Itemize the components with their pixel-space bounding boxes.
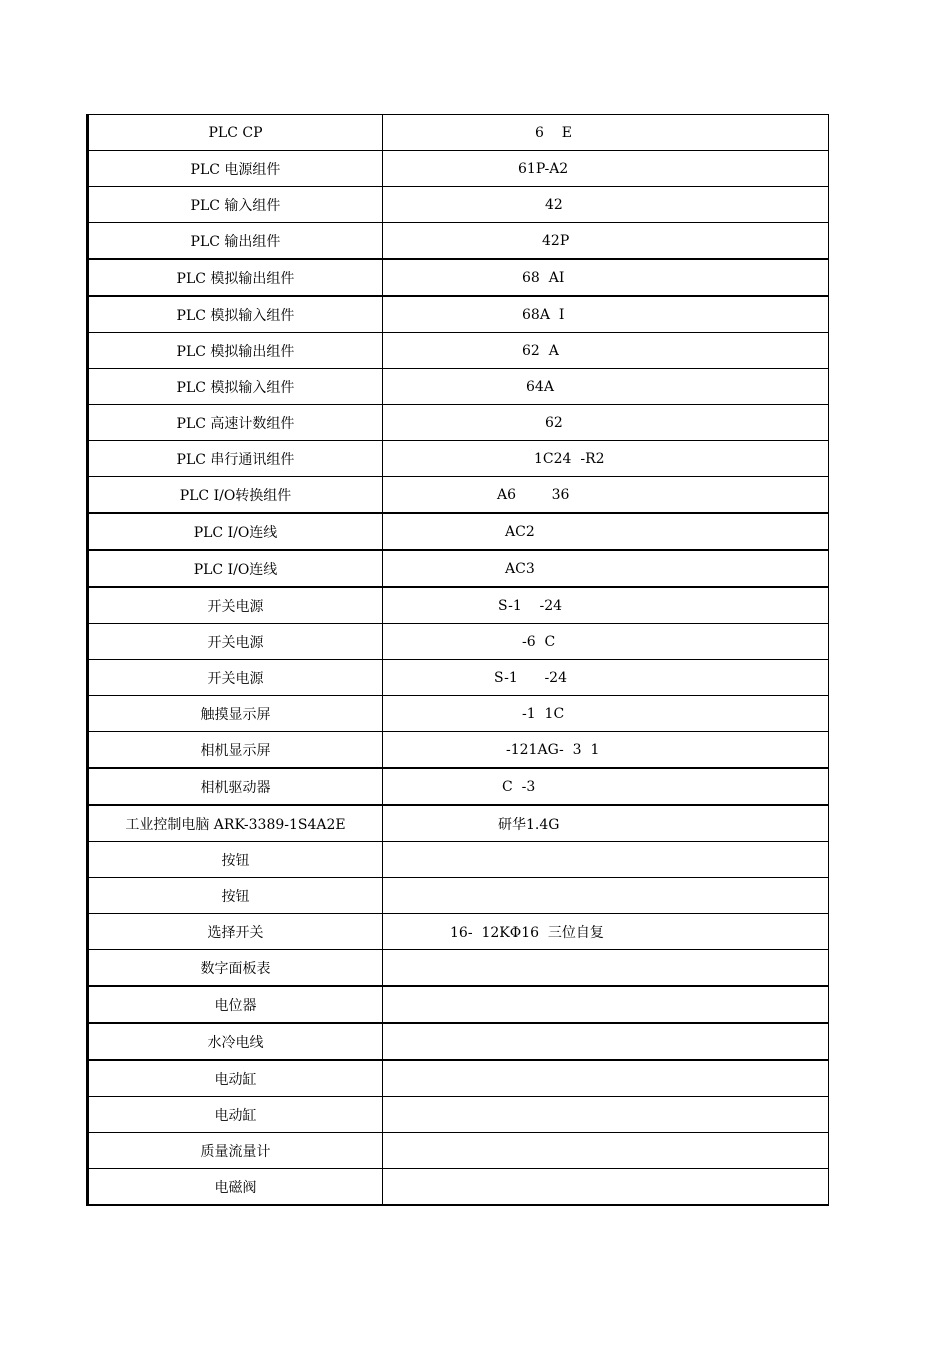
component-model-cell[interactable]: [383, 1097, 829, 1133]
component-name-cell[interactable]: 按钮: [88, 842, 383, 878]
table-row: [88, 115, 829, 151]
table-row: [88, 768, 829, 805]
component-table-body: [88, 115, 829, 1206]
table-row: [88, 477, 829, 514]
component-model-cell[interactable]: 16- 12KΦ16 三位自复: [383, 914, 829, 950]
component-name-cell[interactable]: 触摸显示屏: [88, 696, 383, 732]
component-model-cell[interactable]: 64A: [383, 369, 829, 405]
component-model-cell[interactable]: -121AG- 3 1: [383, 732, 829, 769]
table-row: [88, 624, 829, 660]
component-model-cell[interactable]: [383, 1169, 829, 1206]
table-row: [88, 696, 829, 732]
table-row: [88, 259, 829, 296]
component-name-cell[interactable]: PLC 模拟输出组件: [88, 259, 383, 296]
table-row: [88, 550, 829, 587]
component-model-cell[interactable]: 研华1.4G: [383, 805, 829, 842]
component-name-cell[interactable]: 按钮: [88, 878, 383, 914]
component-name-cell[interactable]: 开关电源: [88, 624, 383, 660]
component-name-cell[interactable]: 数字面板表: [88, 950, 383, 987]
table-row: [88, 986, 829, 1023]
component-model-cell[interactable]: 42: [383, 187, 829, 223]
component-model-cell[interactable]: C -3: [383, 768, 829, 805]
table-row: [88, 950, 829, 987]
component-name-cell[interactable]: 相机驱动器: [88, 768, 383, 805]
component-model-cell[interactable]: [383, 1023, 829, 1060]
component-model-cell[interactable]: [383, 878, 829, 914]
component-name-cell[interactable]: 开关电源: [88, 660, 383, 696]
component-model-cell[interactable]: [383, 842, 829, 878]
component-model-cell[interactable]: AC3: [383, 550, 829, 587]
component-model-cell[interactable]: S-1 -24: [383, 587, 829, 624]
component-name-cell[interactable]: PLC 输入组件: [88, 187, 383, 223]
component-name-cell[interactable]: PLC 电源组件: [88, 151, 383, 187]
table-row: [88, 1097, 829, 1133]
table-row: [88, 151, 829, 187]
table-row: [88, 805, 829, 842]
component-name-cell[interactable]: 电动缸: [88, 1060, 383, 1097]
component-model-cell[interactable]: [383, 1133, 829, 1169]
component-model-cell[interactable]: 68A I: [383, 296, 829, 333]
component-name-cell[interactable]: 质量流量计: [88, 1133, 383, 1169]
component-model-cell[interactable]: 42P: [383, 223, 829, 260]
component-model-cell[interactable]: 6 E: [383, 115, 829, 151]
component-model-cell[interactable]: [383, 1060, 829, 1097]
component-model-cell[interactable]: 68 AI: [383, 259, 829, 296]
component-name-cell[interactable]: PLC I/O连线: [88, 550, 383, 587]
table-row: [88, 914, 829, 950]
table-row: [88, 333, 829, 369]
component-model-cell[interactable]: 62 A: [383, 333, 829, 369]
component-name-cell[interactable]: 工业控制电脑 ARK-3389-1S4A2E: [88, 805, 383, 842]
table-row: [88, 187, 829, 223]
component-name-cell[interactable]: 相机显示屏: [88, 732, 383, 769]
component-name-cell[interactable]: PLC 串行通讯组件: [88, 441, 383, 477]
component-table: [86, 114, 829, 1206]
component-name-cell[interactable]: 电位器: [88, 986, 383, 1023]
table-row: [88, 1060, 829, 1097]
table-row: [88, 1023, 829, 1060]
component-name-cell[interactable]: 水冷电线: [88, 1023, 383, 1060]
component-model-cell[interactable]: 61P-A2: [383, 151, 829, 187]
component-name-cell[interactable]: PLC 输出组件: [88, 223, 383, 260]
table-row: [88, 405, 829, 441]
component-name-cell[interactable]: PLC 高速计数组件: [88, 405, 383, 441]
component-name-cell[interactable]: 选择开关: [88, 914, 383, 950]
component-name-cell[interactable]: PLC 模拟输入组件: [88, 369, 383, 405]
table-row: [88, 732, 829, 769]
component-model-cell[interactable]: AC2: [383, 513, 829, 550]
table-row: [88, 660, 829, 696]
component-name-cell[interactable]: PLC 模拟输出组件: [88, 333, 383, 369]
table-row: [88, 587, 829, 624]
component-name-cell[interactable]: 电动缸: [88, 1097, 383, 1133]
component-name-cell[interactable]: PLC I/O转换组件: [88, 477, 383, 514]
component-model-cell[interactable]: 1C24 -R2: [383, 441, 829, 477]
component-name-cell[interactable]: PLC 模拟输入组件: [88, 296, 383, 333]
component-model-cell[interactable]: S-1 -24: [383, 660, 829, 696]
component-model-cell[interactable]: A6 36: [383, 477, 829, 514]
component-model-cell[interactable]: [383, 950, 829, 987]
table-row: [88, 878, 829, 914]
table-row: [88, 369, 829, 405]
component-name-cell[interactable]: PLC CP: [88, 115, 383, 151]
table-row: [88, 223, 829, 260]
table-row: [88, 1133, 829, 1169]
component-model-cell[interactable]: 62: [383, 405, 829, 441]
table-row: [88, 1169, 829, 1206]
component-model-cell[interactable]: -1 1C: [383, 696, 829, 732]
component-name-cell[interactable]: PLC I/O连线: [88, 513, 383, 550]
component-model-cell[interactable]: [383, 986, 829, 1023]
table-row: [88, 441, 829, 477]
table-row: [88, 296, 829, 333]
component-model-cell[interactable]: -6 C: [383, 624, 829, 660]
table-row: [88, 842, 829, 878]
table-row: [88, 513, 829, 550]
component-name-cell[interactable]: 开关电源: [88, 587, 383, 624]
component-name-cell[interactable]: 电磁阀: [88, 1169, 383, 1206]
